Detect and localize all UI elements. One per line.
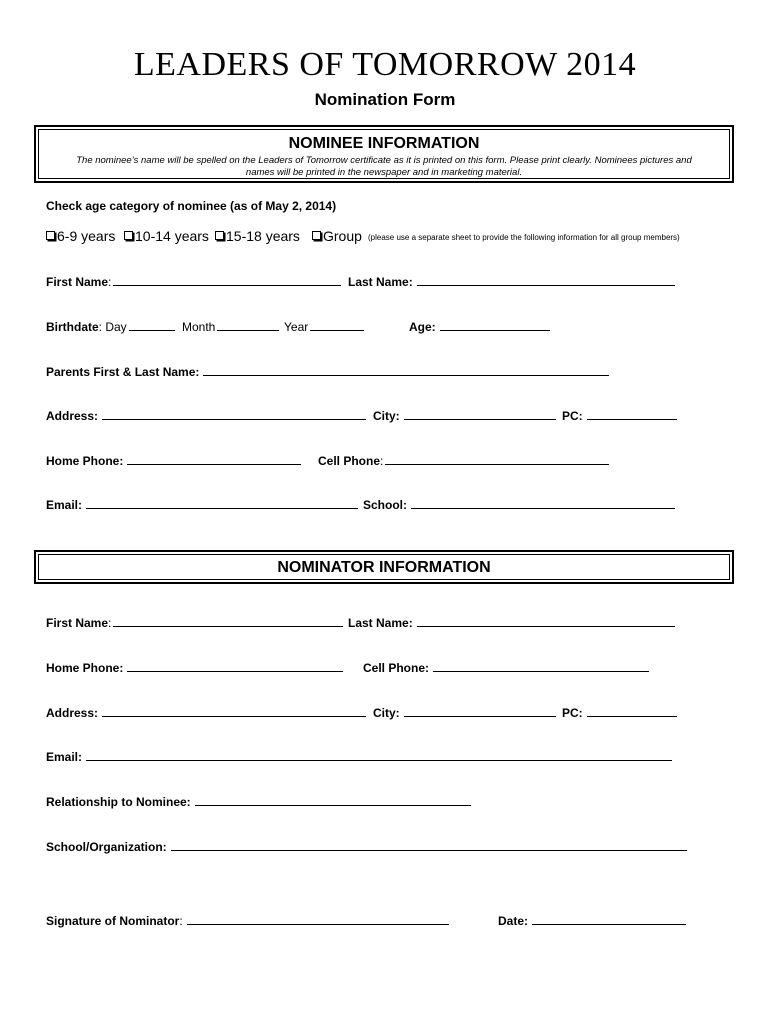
signature-label: Signature of Nominator xyxy=(46,914,180,928)
nominator-address-label: Address: xyxy=(46,706,99,720)
month-label: Month xyxy=(182,320,216,334)
age-option-10-14[interactable] xyxy=(124,228,209,244)
relationship-label: Relationship to Nominee: xyxy=(46,795,191,809)
nominee-city-field[interactable] xyxy=(404,407,556,420)
nominee-parents-row xyxy=(46,363,740,379)
nominee-cell-phone-label: Cell Phone xyxy=(318,454,381,468)
birthdate-label: Birthdate xyxy=(46,320,99,334)
nominator-phone-row xyxy=(46,659,740,675)
age-option-6-9[interactable] xyxy=(46,228,115,244)
nominee-first-name-label: First Name xyxy=(46,275,109,289)
nominator-last-name-field[interactable] xyxy=(417,614,675,627)
nominee-cell-phone-field[interactable] xyxy=(385,452,609,465)
checkbox-icon[interactable] xyxy=(124,231,133,240)
nominee-note-line1: The nominee’s name will be spelled on the Leaders of Tomorrow certificate as it is printed on this form. Please print clearly. Nominees pictures and xyxy=(76,155,692,166)
nominee-address-field[interactable] xyxy=(102,407,366,420)
nominee-email-row xyxy=(46,496,740,512)
age-option-label: 6-9 years xyxy=(57,228,116,244)
nominator-heading: NOMINATOR INFORMATION xyxy=(277,559,491,576)
nominator-signature-row: Signature of Nominator: Date: xyxy=(46,912,740,928)
nominator-school-row xyxy=(46,838,740,854)
nominee-school-field[interactable] xyxy=(411,496,675,509)
nominator-name-row: First Name: Last Name: xyxy=(46,614,740,630)
nominee-first-name-field[interactable] xyxy=(113,273,341,286)
day-field[interactable] xyxy=(129,318,175,331)
age-field[interactable] xyxy=(440,318,550,331)
nominee-last-name-label: Last Name: xyxy=(348,275,413,289)
nominee-note-line2: names will be printed in the newspaper and in marketing material. xyxy=(245,167,523,178)
checkbox-icon[interactable] xyxy=(215,231,224,240)
school-org-field[interactable] xyxy=(171,838,687,851)
nominee-section-inner xyxy=(38,129,730,179)
form-title: LEADERS OF TOMORROW 2014 xyxy=(133,46,637,83)
nominee-name-row: First Name: Last Name: xyxy=(46,273,740,289)
age-option-label: Group xyxy=(323,228,362,244)
checkbox-icon[interactable] xyxy=(46,231,55,240)
nominee-section-header xyxy=(34,125,734,183)
nominee-email-label: Email: xyxy=(46,498,83,512)
nominator-email-row xyxy=(46,748,740,764)
nominee-email-field[interactable] xyxy=(86,496,358,509)
checkbox-icon[interactable] xyxy=(312,231,321,240)
nominee-school-label: School: xyxy=(363,498,407,512)
group-note: (please use a separate sheet to provide the following information for all group members) xyxy=(368,233,680,242)
age-options-row xyxy=(46,228,740,244)
nominator-relationship-row xyxy=(46,793,740,809)
nominator-pc-label: PC: xyxy=(562,706,583,720)
nominator-email-field[interactable] xyxy=(86,748,672,761)
nominator-cell-phone-field[interactable] xyxy=(433,659,649,672)
relationship-field[interactable] xyxy=(195,793,471,806)
nominator-home-phone-label: Home Phone: xyxy=(46,661,124,675)
year-label: Year xyxy=(284,320,309,334)
nominee-pc-label: PC: xyxy=(562,409,583,423)
nominee-phone-row: Home Phone: Cell Phone: xyxy=(46,452,740,468)
nominator-address-row xyxy=(46,704,740,720)
nominator-address-field[interactable] xyxy=(102,704,366,717)
nominee-address-row xyxy=(46,407,740,423)
nominee-city-label: City: xyxy=(373,409,400,423)
age-option-label: 10-14 years xyxy=(135,228,209,244)
nominee-address-label: Address: xyxy=(46,409,99,423)
nominator-first-name-label: First Name xyxy=(46,616,109,630)
age-option-group[interactable] xyxy=(312,228,362,244)
age-option-15-18[interactable] xyxy=(215,228,300,244)
nominee-birthdate-row xyxy=(46,318,740,334)
nominator-last-name-label: Last Name: xyxy=(348,616,413,630)
nominator-city-label: City: xyxy=(373,706,400,720)
year-field[interactable] xyxy=(310,318,364,331)
day-label: : Day xyxy=(98,320,127,334)
nominee-last-name-field[interactable] xyxy=(417,273,675,286)
nominator-section-header xyxy=(34,550,734,584)
nominee-home-phone-field[interactable] xyxy=(127,452,301,465)
nominator-first-name-field[interactable] xyxy=(113,614,343,627)
age-label: Age: xyxy=(409,320,436,334)
age-option-label: 15-18 years xyxy=(226,228,300,244)
nominator-home-phone-field[interactable] xyxy=(127,659,343,672)
nominator-email-label: Email: xyxy=(46,750,83,764)
nominee-heading: NOMINEE INFORMATION xyxy=(288,135,480,152)
parents-field[interactable] xyxy=(203,363,609,376)
nominator-city-field[interactable] xyxy=(404,704,556,717)
nominee-pc-field[interactable] xyxy=(587,407,677,420)
nominator-cell-phone-label: Cell Phone: xyxy=(363,661,430,675)
nominator-section-inner xyxy=(38,554,730,580)
month-field[interactable] xyxy=(217,318,279,331)
signature-field[interactable] xyxy=(187,912,449,925)
date-label: Date: xyxy=(498,914,529,928)
date-field[interactable] xyxy=(532,912,686,925)
age-prompt: Check age category of nominee (as of May 2, 2014) xyxy=(46,199,337,213)
nominee-home-phone-label: Home Phone: xyxy=(46,454,124,468)
school-org-label: School/Organization: xyxy=(46,840,167,854)
nominator-pc-field[interactable] xyxy=(587,704,677,717)
parents-label: Parents First & Last Name: xyxy=(46,365,200,379)
form-subtitle: Nomination Form xyxy=(314,90,456,109)
